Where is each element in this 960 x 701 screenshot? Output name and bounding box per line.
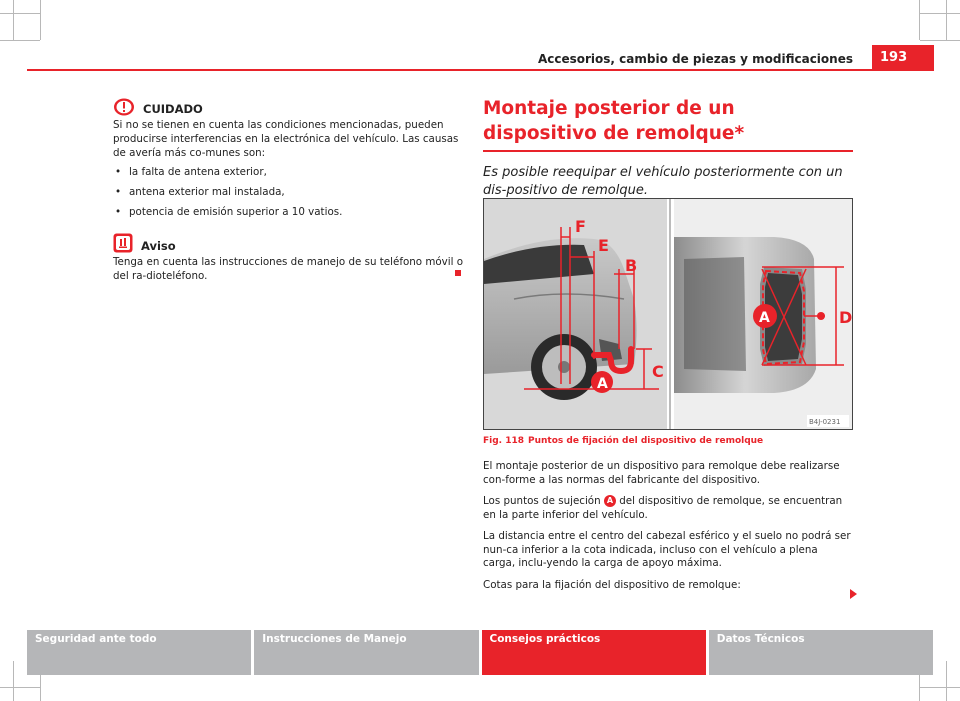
crop-mark [0,40,40,41]
list-item: • antena exterior mal instalada, [115,186,285,198]
label-c: C [652,362,664,381]
crop-mark [946,0,947,40]
body-paragraph: La distancia entre el centro del cabezal esférico y el suelo no podrá ser nun-ca inferior a la cota indicada, incluso con el vehículo a plena carga, inclu-yendo la carga de apoyo máxima. [483,530,851,569]
crop-mark [0,687,40,688]
section-rule [483,150,853,152]
figure-caption-text: Puntos de fijación del dispositivo de remolque [528,436,764,446]
warning-bullets [113,165,468,219]
crop-mark [920,13,960,14]
label-f: F [575,217,586,236]
label-d: D [839,308,852,327]
section-subtitle: Es posible reequipar el vehículo posteriormente con un dis-positivo de remolque. [483,165,843,198]
note-body: Tenga en cuenta las instrucciones de manejo de su teléfono móvil o del ra-dioteléfono. [113,256,464,282]
list-item: • la falta de antena exterior, [115,166,267,178]
crop-mark [920,40,960,41]
label-a-side: A [597,376,608,392]
label-a-top: A [759,310,770,326]
footer-tab-instrucciones[interactable]: Instrucciones de Manejo [254,630,478,675]
label-a-badge: A [604,495,616,507]
crop-mark [13,661,14,701]
crop-mark [946,661,947,701]
footer-nav [27,630,933,675]
body-paragraph: Cotas para la fijación del dispositivo de remolque: [483,578,741,591]
footer-tab-seguridad[interactable]: Seguridad ante todo [27,630,251,675]
warning-intro: Si no se tienen en cuenta las condiciones mencionadas, pueden producirse interferencias en la electrónica del vehículo. Las causas de avería más co-munes son: [113,119,459,159]
header-rule [27,69,933,71]
warning-title: CUIDADO [143,102,203,116]
crop-mark [920,687,960,688]
tow-bar-figure [483,198,853,430]
label-e: E [598,236,609,255]
warning-icon [113,98,135,116]
info-note-icon [113,233,133,253]
section-end-marker [455,270,461,276]
left-column [113,98,468,283]
crop-mark [13,0,14,40]
warning-heading [113,98,468,116]
note-title: Aviso [141,239,176,253]
running-header: Accesorios, cambio de piezas y modificaciones [537,52,853,66]
continue-arrow-icon [850,589,857,599]
crop-mark [40,0,41,40]
label-b: B [625,256,638,275]
body-text [483,460,853,600]
crop-mark [919,0,920,40]
section-title: Montaje posterior de un dispositivo de remolque* [483,98,745,144]
list-item: • potencia de emisión superior a 10 vatios. [115,206,343,218]
right-column [483,96,853,200]
tow-bar-illustration [484,199,852,429]
note-heading [113,233,468,253]
footer-tab-datos[interactable]: Datos Técnicos [709,630,933,675]
figure-code: B4J-0231 [809,418,841,426]
body-paragraph: Los puntos de sujeción A del dispositivo de remolque, se encuentran en la parte inferior del vehículo. [483,495,843,521]
crop-mark [0,13,40,14]
figure-caption [483,436,763,446]
page-number: 193 [872,45,934,71]
body-paragraph: El montaje posterior de un dispositivo para remolque debe realizarse con-forme a las normas del fabricante del dispositivo. [483,460,840,486]
footer-tab-consejos[interactable]: Consejos prácticos [482,630,706,675]
figure-number: Fig. 118 [483,436,525,446]
